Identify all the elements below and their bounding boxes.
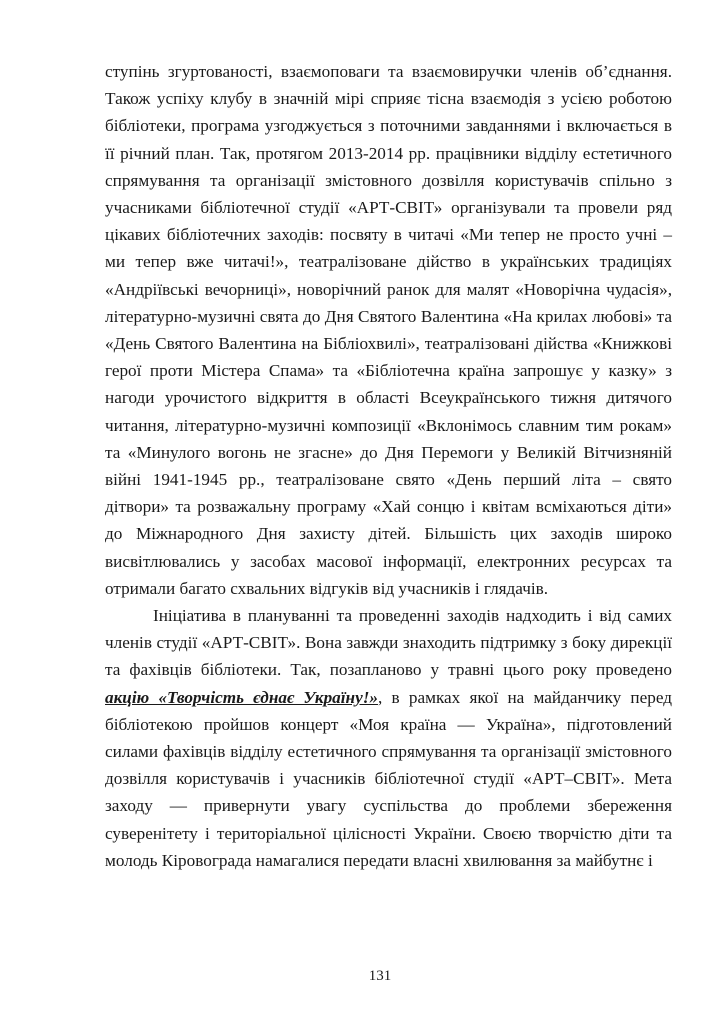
paragraph-1: ступінь згуртованості, взаємоповаги та взаємовиручки членів об’єднання. Також успіху клубу в значній мірі сприяє тісна взаємодія з усією роботою бібліотеки, програма узгоджується з поточними завданнями і включається в її річний план. Так, протягом 2013-2014 рр. працівники відділу естетичного спрямування та організації змістовного дозвілля користувачів спільно з учасниками бібліотечної студії «АРТ-СВІТ» організували та провели ряд цікавих бібліотечних заходів: посвяту в читачі «Ми тепер не просто учні – ми тепер вже читачі!», театралізоване дійство в українських традиціях «Андріївські вечорниці», новорічний ранок для малят «Новорічна чудасія», літературно-музичні свята до Дня Святого Валентина «На крилах любові» та «День Святого Валентина на Бібліохвилі», театралізовані дійства «Книжкові герої проти Містера Спама» та «Бібліотечна країна запрошує у казку» з нагоди урочистого відкриття в області Всеукраїнського тижня дитячого читання, літературно-музичні композиції «Вклонімось славним тим рокам» та «Минулого вогонь не згасне» до Дня Перемоги у Великій Вітчизняній війні 1941-1945 рр., театралізоване свято «День перший літа – свято дітвори» та розважальну програму «Хай сонцю і квітам всміхаються діти» до Міжнародного Дня захисту дітей. Більшість цих заходів широко висвітлювались у засобах масової інформації, електронних ресурсах та отримали багато схвальних відгуків від учасників і глядачів. xyxy=(105,62,672,598)
campaign-title: акцію «Творчість єднає Україну!» xyxy=(105,687,378,707)
paragraph-2 xyxy=(105,602,672,874)
paragraph-2-text-before: Ініціатива в плануванні та проведенні заходів надходить і від самих членів студії «АРТ-СВІТ». Вона завжди знаходить підтримку з боку дирекції та фахівців бібліотеки. Так, позапланово у травні цього року проведено xyxy=(105,606,672,680)
document-page xyxy=(105,58,672,874)
page-number: 131 xyxy=(368,968,392,984)
paragraph-2-text-after: , в рамках якої на майданчику перед бібліотекою пройшов концерт «Моя країна — Україна», підготовлений силами фахівців відділу естетичного спрямування та організації змістовного дозвілля користувачів і учасників бібліотечної студії «АРТ–СВІТ». Мета заходу — привернути увагу суспільства до проблеми збереження суверенітету і територіальної цілісності України. Своєю творчістю діти та молодь Кіровограда намагалися передати власні хвилювання за майбутнє і xyxy=(105,687,672,870)
